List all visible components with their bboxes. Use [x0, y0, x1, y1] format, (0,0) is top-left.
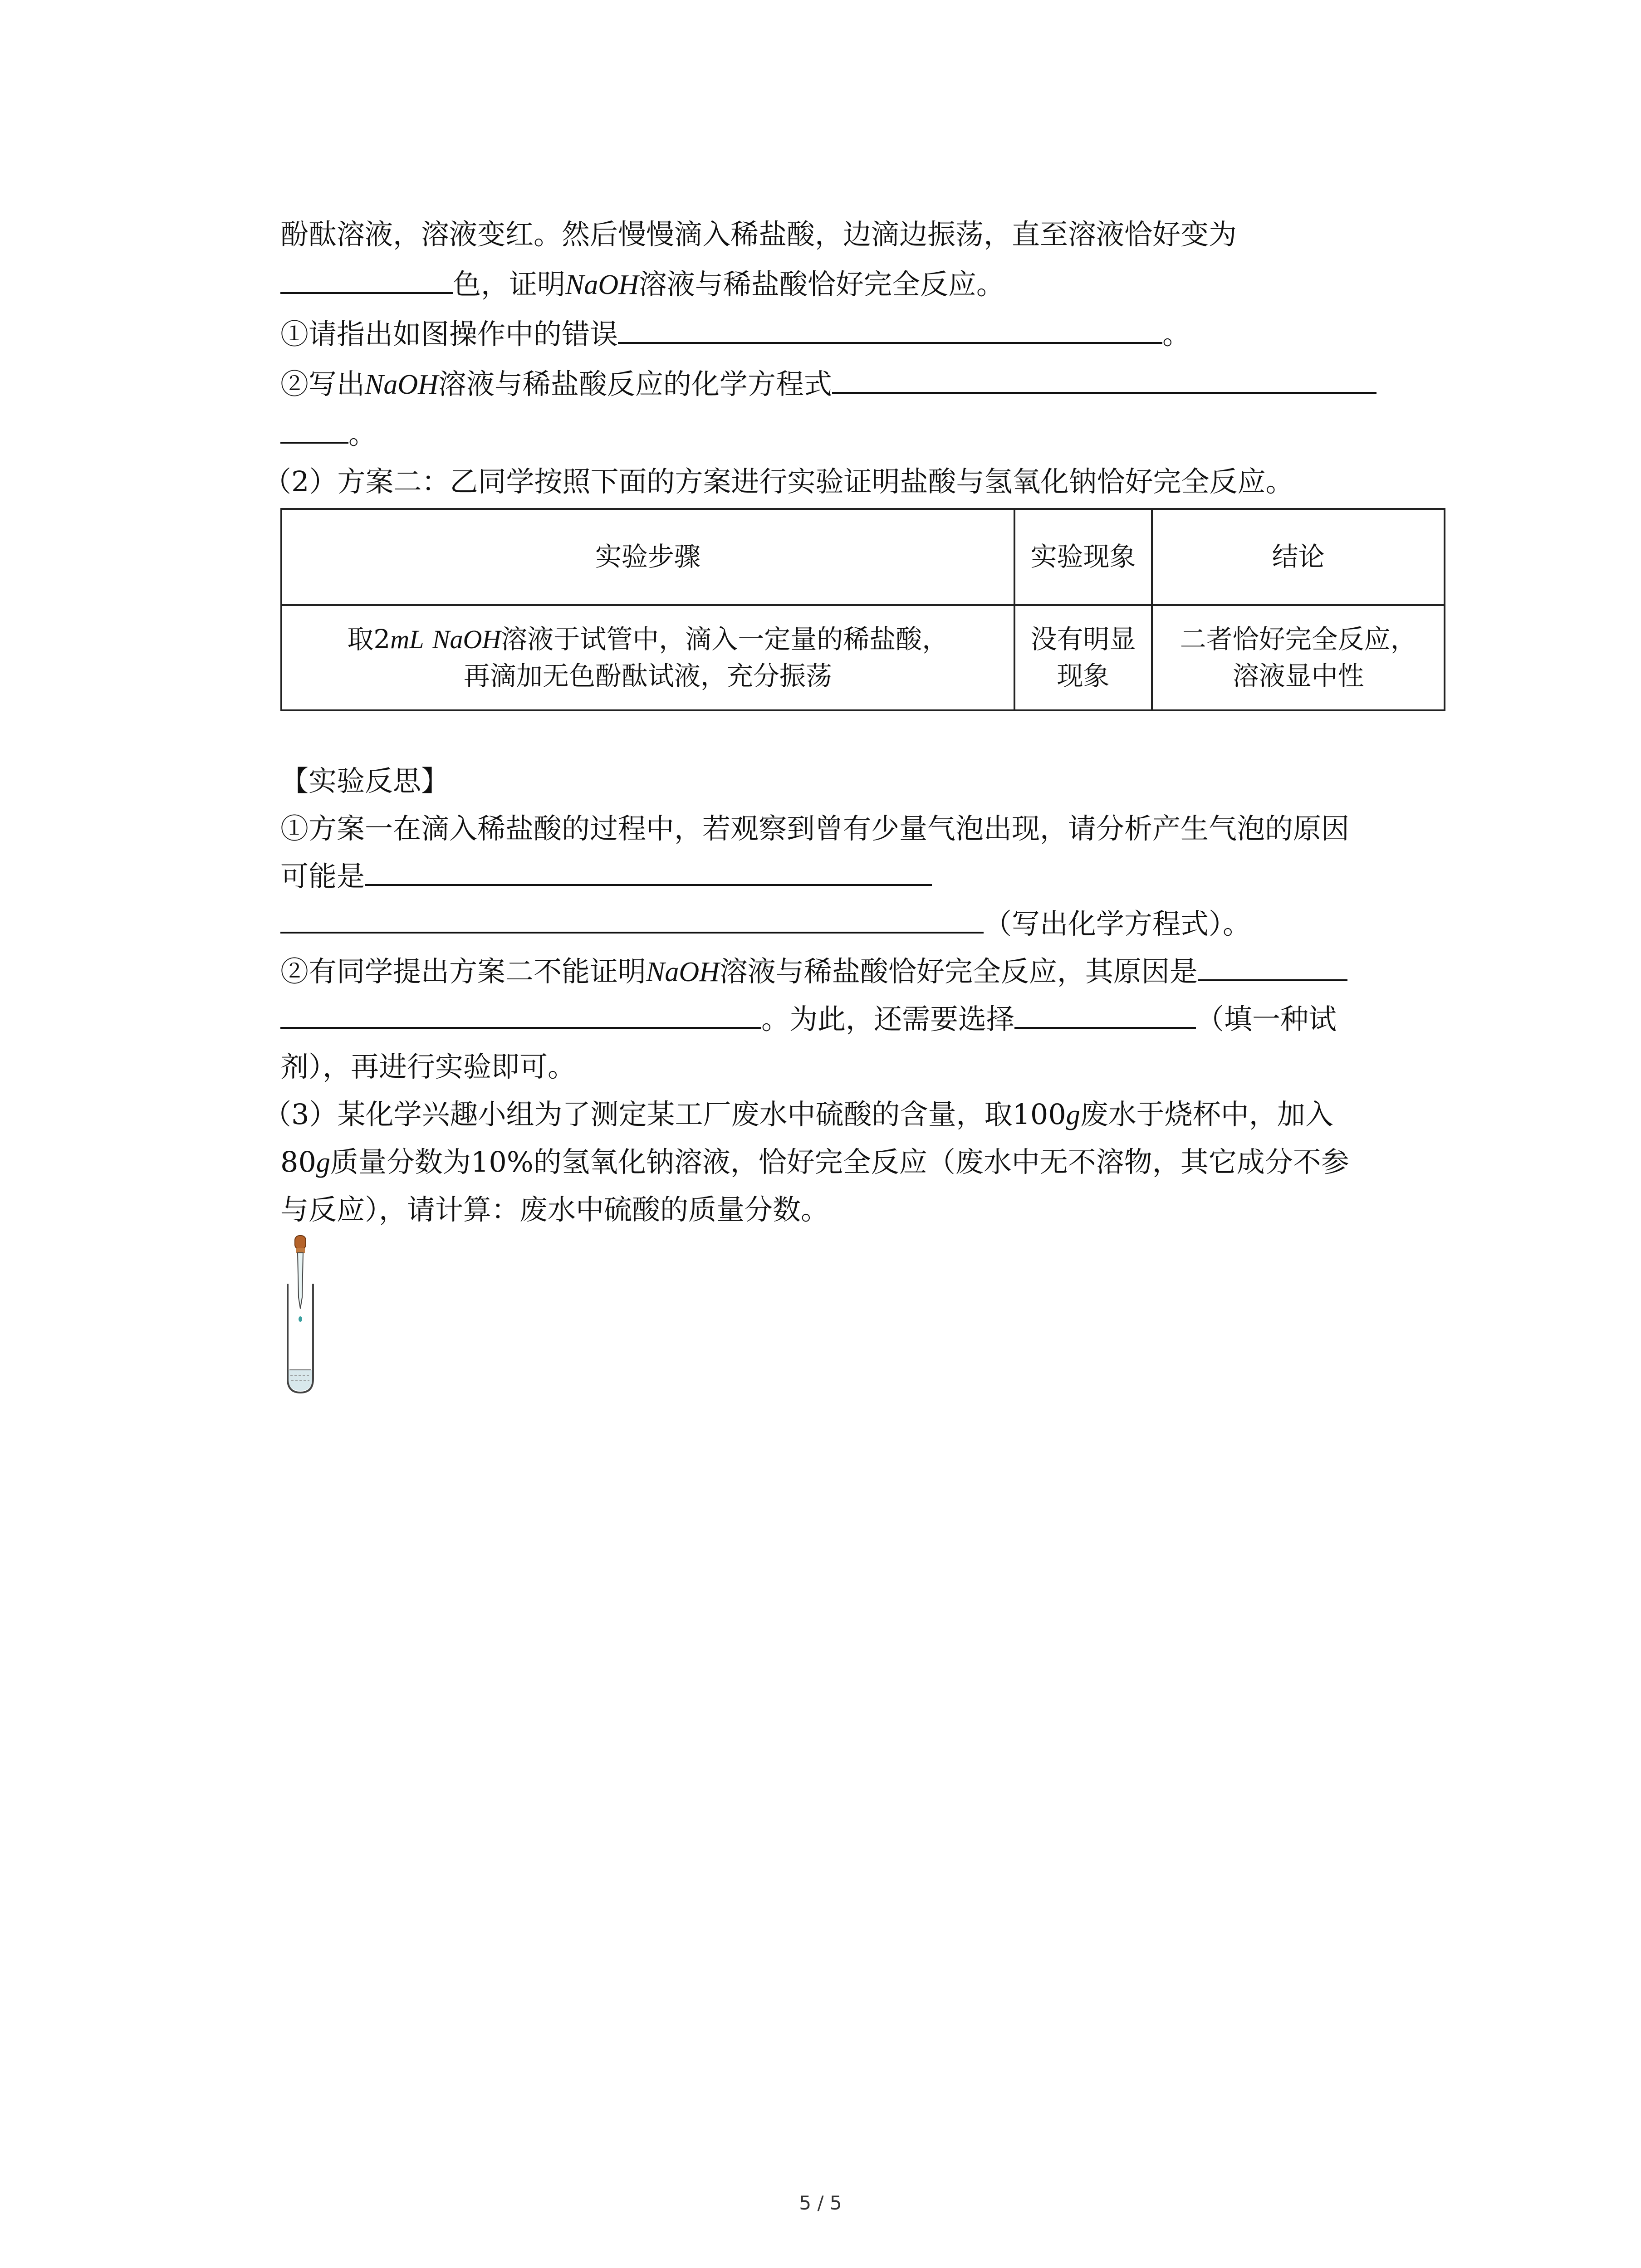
answer-blank-equation-2[interactable]: [280, 418, 348, 444]
reflection-line-2: 可能是: [280, 860, 932, 893]
header-step: 实验步骤: [281, 509, 1014, 605]
reflection-line-4: ②有同学提出方案二不能证明NaOH溶液与稀盐酸恰好完全反应，其原因是: [280, 955, 1347, 989]
reflection-line-1: ①方案一在滴入稀盐酸的过程中，若观察到曾有少量气泡出现，请分析产生气泡的原因: [280, 812, 1350, 845]
table-header-row: [281, 509, 1445, 605]
text-line-3: ①请指出如图操作中的错误 。: [280, 318, 1191, 351]
reflection-title: 【实验反思】: [280, 764, 450, 797]
answer-blank-reason-2[interactable]: [280, 908, 984, 934]
question-3-line-1: （3）某化学兴趣小组为了测定某工厂废水中硫酸的含量，取100g废水于烧杯中，加入: [263, 1098, 1333, 1131]
answer-blank-cause-2[interactable]: [280, 1003, 761, 1029]
reflection-line-3: （写出化学方程式）。: [280, 907, 1251, 941]
experiment-table: [280, 508, 1445, 711]
answer-blank-reason-1[interactable]: [365, 860, 932, 886]
answer-blank-reagent[interactable]: [1014, 1003, 1196, 1029]
answer-blank-equation-1[interactable]: [832, 368, 1376, 394]
header-phenomenon: 实验现象: [1014, 509, 1152, 605]
text-line-4: ②写出NaOH溶液与稀盐酸反应的化学方程式: [280, 367, 1376, 401]
cell-conclusion: 二者恰好完全反应， 溶液显中性: [1152, 605, 1445, 710]
text-line-6: （2）方案二：乙同学按照下面的方案进行实验证明盐酸与氢氧化钠恰好完全反应。: [263, 465, 1294, 498]
reflection-line-6: 剂），再进行实验即可。: [280, 1050, 576, 1083]
answer-blank-cause-1[interactable]: [1198, 956, 1347, 981]
answer-blank-color[interactable]: [280, 269, 453, 294]
page-number: 5 / 5: [799, 2192, 842, 2214]
cell-step: 取2mL NaOH溶液于试管中，滴入一定量的稀盐酸， 再滴加无色酚酞试液，充分振荡: [281, 605, 1014, 710]
text-line-5: 。: [280, 417, 377, 451]
text-line-2: 色，证明NaOH溶液与稀盐酸恰好完全反应。: [280, 268, 1004, 302]
text-line-1: 酚酞溶液，溶液变红。然后慢慢滴入稀盐酸，边滴边振荡，直至溶液恰好变为: [280, 218, 1237, 251]
question-3-line-2: 80g质量分数为10%的氢氧化钠溶液，恰好完全反应（废水中无不溶物，其它成分不参: [280, 1145, 1349, 1178]
cell-phenomenon: 没有明显现象: [1014, 605, 1152, 710]
test-tube-dropper-icon: [282, 1234, 318, 1397]
table-row: [281, 605, 1445, 710]
reflection-line-5: 。为此，还需要选择 （填一种试: [280, 1002, 1337, 1036]
header-conclusion: 结论: [1152, 509, 1445, 605]
answer-blank-error[interactable]: [618, 318, 1162, 344]
question-3-line-3: 与反应），请计算：废水中硫酸的质量分数。: [280, 1193, 829, 1226]
